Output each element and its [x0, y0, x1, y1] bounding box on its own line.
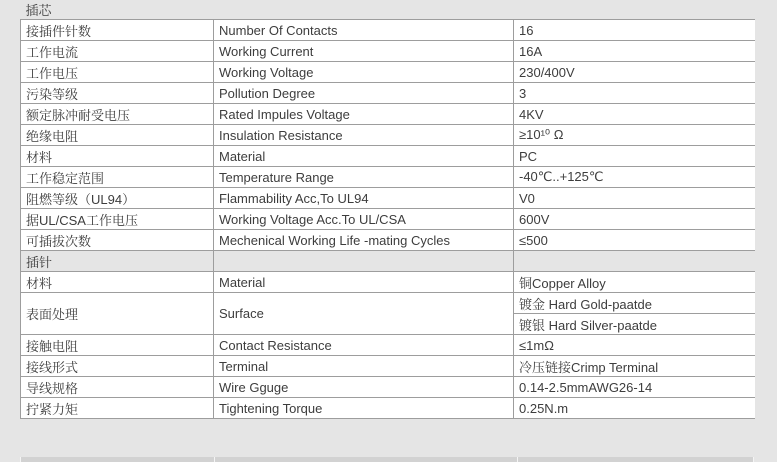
section-header-row-pin: [21, 251, 755, 272]
spec-row: [21, 146, 755, 167]
spec-value-cell: 16A: [514, 41, 755, 62]
spec-en-cell: Number Of Contacts: [214, 20, 514, 41]
spec-row: [21, 398, 755, 419]
spec-value-cell: 600V: [514, 209, 755, 230]
spec-cn-cell: 工作电流: [21, 41, 214, 62]
spec-value-cell: 230/400V: [514, 62, 755, 83]
next-section-top-edge: [20, 457, 754, 462]
spec-en-cell: Contact Resistance: [214, 335, 514, 356]
table-grid-line: [517, 457, 518, 462]
spec-row: [21, 125, 755, 146]
spec-cn-cell: 污染等级: [21, 83, 214, 104]
spec-cn-cell: 拧紧力矩: [21, 398, 214, 419]
spec-cn-cell: 导线规格: [21, 377, 214, 398]
section-header-spacer: [514, 0, 755, 20]
section-title: 插针: [21, 251, 214, 272]
spec-row: [21, 188, 755, 209]
section-header-spacer: [514, 251, 755, 272]
spec-row: [21, 209, 755, 230]
section-header-row-core: [21, 0, 755, 20]
spec-row: [21, 167, 755, 188]
spec-en-cell: Tightening Torque: [214, 398, 514, 419]
spec-en-cell: Insulation Resistance: [214, 125, 514, 146]
spec-row: [21, 272, 755, 293]
spec-row: [21, 41, 755, 62]
spec-cn-cell: 额定脉冲耐受电压: [21, 104, 214, 125]
spec-value-cell: 16: [514, 20, 755, 41]
spec-value-cell: PC: [514, 146, 755, 167]
section-title: 插芯: [25, 3, 52, 18]
spec-en-cell: Temperature Range: [214, 167, 514, 188]
spec-value-cell: V0: [514, 188, 755, 209]
spec-value-cell: 冷压链接Crimp Terminal: [514, 356, 755, 377]
spec-row: [21, 335, 755, 356]
spec-en-cell: Working Voltage Acc.To UL/CSA: [214, 209, 514, 230]
spec-cn-cell: 阻燃等级（UL94）: [21, 188, 214, 209]
spec-table: [20, 0, 755, 419]
section-header-spacer: [214, 251, 514, 272]
spec-value-cell: 3: [514, 83, 755, 104]
spec-row: [21, 230, 755, 251]
table-grid-line: [214, 457, 215, 462]
spec-value-cell: 铜Copper Alloy: [514, 272, 755, 293]
spec-value-cell: -40℃..+125℃: [514, 167, 755, 188]
spec-cn-cell: 接线形式: [21, 356, 214, 377]
section-header-spacer: [214, 0, 514, 20]
spec-row: [21, 62, 755, 83]
table-grid-line: [20, 457, 21, 462]
spec-row: [21, 356, 755, 377]
spec-en-cell: Working Voltage: [214, 62, 514, 83]
spec-en-cell: Rated Impules Voltage: [214, 104, 514, 125]
spec-en-cell: Material: [214, 272, 514, 293]
spec-value-cell: 镀金 Hard Gold-paatde: [514, 293, 755, 314]
spec-en-cell: Terminal: [214, 356, 514, 377]
spec-value-cell: ≤500: [514, 230, 755, 251]
spec-cn-cell: 可插拔次数: [21, 230, 214, 251]
spec-en-cell: Working Current: [214, 41, 514, 62]
spec-row: [21, 20, 755, 41]
spec-value-cell: 4KV: [514, 104, 755, 125]
spec-en-cell: Mechenical Working Life -mating Cycles: [214, 230, 514, 251]
spec-value-cell: ≤1mΩ: [514, 335, 755, 356]
spec-en-cell: Flammability Acc,To UL94: [214, 188, 514, 209]
spec-cn-cell: 表面处理: [21, 293, 214, 335]
spec-cn-cell: 接触电阻: [21, 335, 214, 356]
spec-cn-cell: 据UL/CSA工作电压: [21, 209, 214, 230]
spec-row: [21, 377, 755, 398]
spec-value-cell: 0.25N.m: [514, 398, 755, 419]
spec-value-cell: ≥10¹⁰ Ω: [514, 125, 755, 146]
spec-row: [21, 104, 755, 125]
table-grid-line: [753, 457, 754, 462]
spec-cn-cell: 工作电压: [21, 62, 214, 83]
spec-row: [21, 83, 755, 104]
spec-en-cell: Pollution Degree: [214, 83, 514, 104]
spec-cn-cell: 工作稳定范围: [21, 167, 214, 188]
spec-cn-cell: 材料: [21, 146, 214, 167]
spec-row-surface: [21, 293, 755, 314]
spec-value-cell: 镀银 Hard Silver-paatde: [514, 314, 755, 335]
spec-cn-cell: 接插件针数: [21, 20, 214, 41]
spec-en-cell: Material: [214, 146, 514, 167]
spec-cn-cell: 绝缘电阻: [21, 125, 214, 146]
spec-value-cell: 0.14-2.5mmAWG26-14: [514, 377, 755, 398]
spec-en-cell: Surface: [214, 293, 514, 335]
spec-cn-cell: 材料: [21, 272, 214, 293]
spec-en-cell: Wire Gguge: [214, 377, 514, 398]
